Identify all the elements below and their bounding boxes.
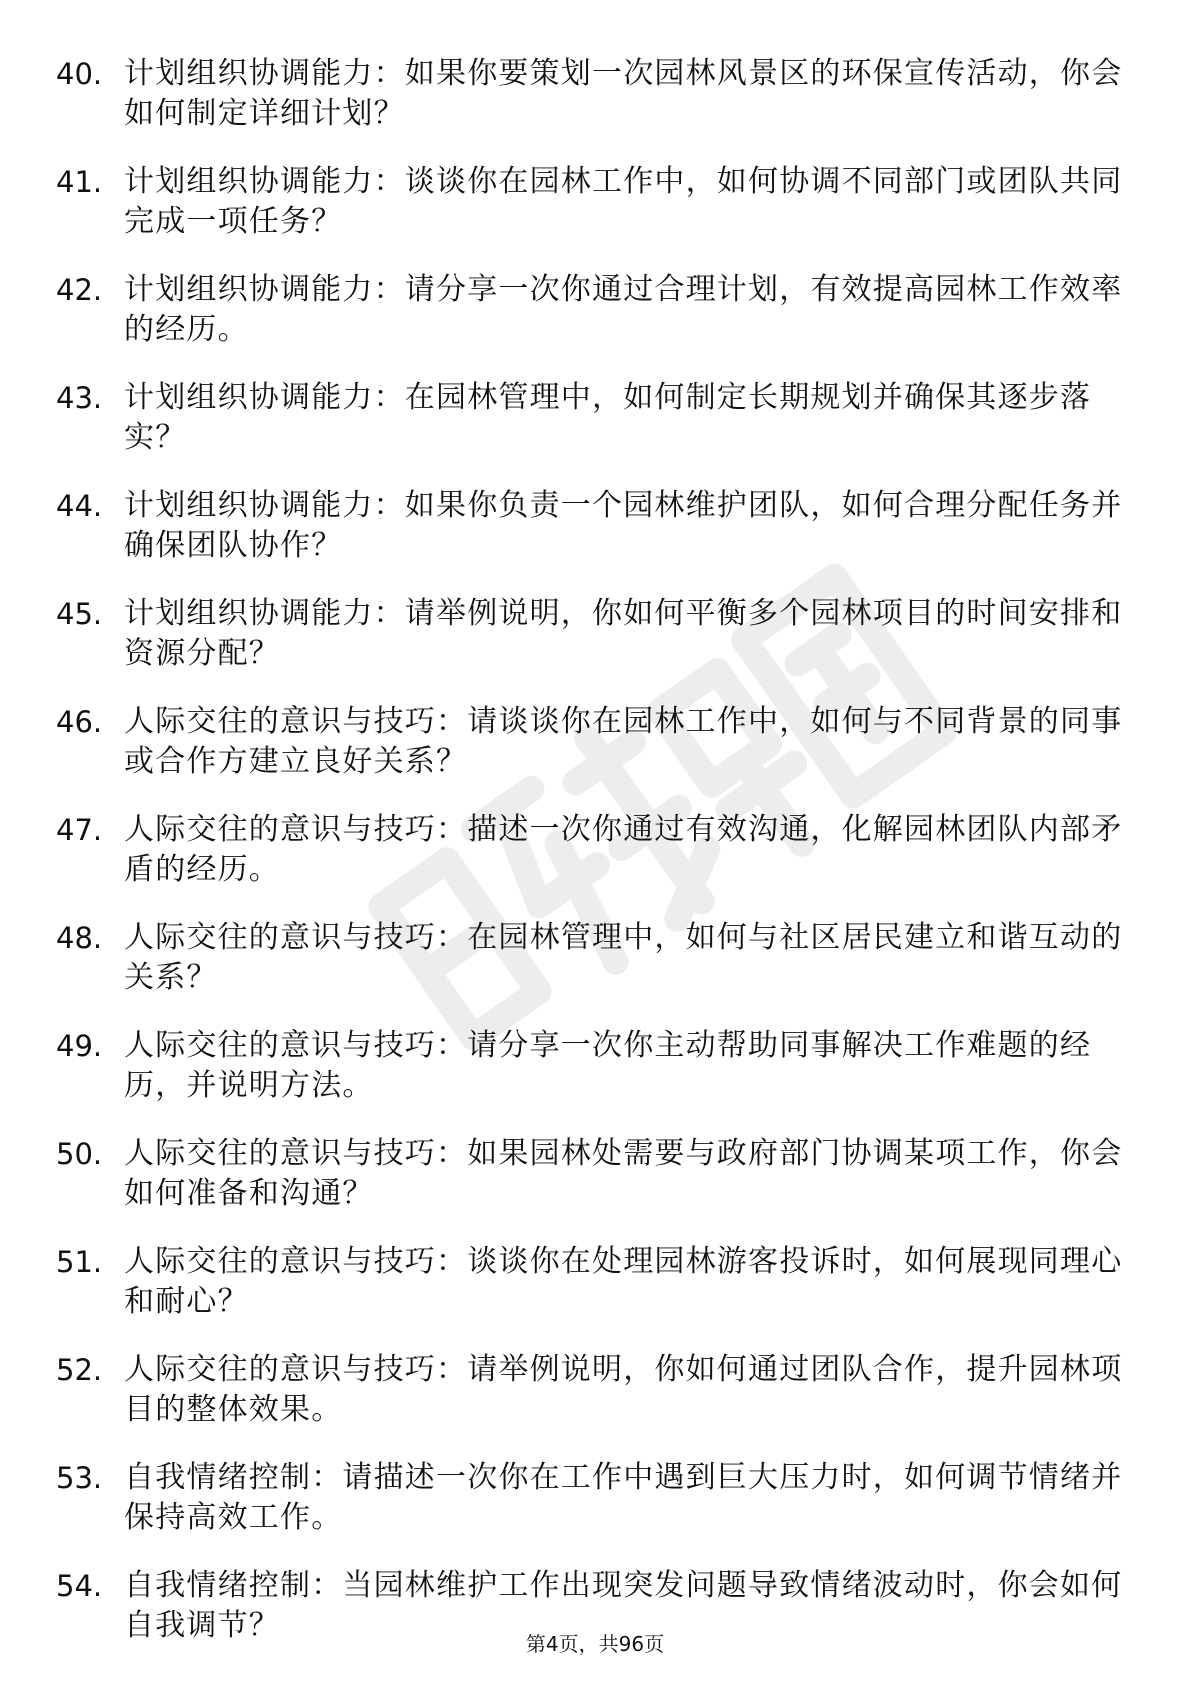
question-number: 54. — [56, 1569, 103, 1603]
page-number-label: 第4页，共96页 — [525, 1632, 665, 1656]
question-text: 人际交往的意识与技巧：如果园林处需要与政府部门协调某项工作，你会如何准备和沟通？ — [124, 1136, 1123, 1211]
list-item — [0, 266, 1190, 374]
question-number: 48. — [56, 921, 103, 955]
question-text: 自我情绪控制：请描述一次你在工作中遇到巨大压力时，如何调节情绪并保持高效工作。 — [124, 1460, 1123, 1535]
question-number: 46. — [56, 705, 103, 739]
list-item — [0, 590, 1190, 698]
list-item — [0, 482, 1190, 590]
question-text: 计划组织协调能力：在园林管理中，如何制定长期规划并确保其逐步落实？ — [124, 380, 1092, 455]
list-item — [0, 698, 1190, 806]
list-item — [0, 1238, 1190, 1346]
question-number: 52. — [56, 1353, 103, 1387]
list-item — [0, 914, 1190, 1022]
question-text: 计划组织协调能力：谈谈你在园林工作中，如何协调不同部门或团队共同完成一项任务？ — [124, 164, 1123, 239]
question-text: 计划组织协调能力：请举例说明，你如何平衡多个园林项目的时间安排和资源分配？ — [124, 596, 1123, 671]
question-text: 计划组织协调能力：请分享一次你通过合理计划，有效提高园林工作效率的经历。 — [124, 272, 1123, 347]
question-text: 计划组织协调能力：如果你负责一个园林维护团队，如何合理分配任务并确保团队协作？ — [124, 488, 1123, 563]
question-text: 人际交往的意识与技巧：请谈谈你在园林工作中，如何与不同背景的同事或合作方建立良好关系？ — [124, 704, 1123, 779]
page-footer — [0, 1630, 1190, 1658]
list-item — [0, 374, 1190, 482]
list-item — [0, 158, 1190, 266]
question-text: 人际交往的意识与技巧：描述一次你通过有效沟通，化解园林团队内部矛盾的经历。 — [124, 812, 1123, 887]
question-list — [0, 50, 1190, 1670]
list-item — [0, 1022, 1190, 1130]
list-item — [0, 1454, 1190, 1562]
question-text: 自我情绪控制：当园林维护工作出现突发问题导致情绪波动时，你会如何自我调节？ — [124, 1568, 1123, 1643]
question-number: 41. — [56, 165, 103, 199]
question-number: 44. — [56, 489, 103, 523]
question-number: 40. — [56, 57, 103, 91]
question-number: 50. — [56, 1137, 103, 1171]
question-number: 47. — [56, 813, 103, 847]
list-item — [0, 806, 1190, 914]
question-number: 53. — [56, 1461, 103, 1495]
question-text: 人际交往的意识与技巧：在园林管理中，如何与社区居民建立和谐互动的关系？ — [124, 920, 1123, 995]
question-text: 人际交往的意识与技巧：请举例说明，你如何通过团队合作，提升园林项目的整体效果。 — [124, 1352, 1123, 1427]
question-number: 51. — [56, 1245, 103, 1279]
question-number: 45. — [56, 597, 103, 631]
question-number: 49. — [56, 1029, 103, 1063]
question-number: 42. — [56, 273, 103, 307]
question-text: 人际交往的意识与技巧：谈谈你在处理园林游客投诉时，如何展现同理心和耐心？ — [124, 1244, 1123, 1319]
list-item — [0, 1130, 1190, 1238]
list-item — [0, 50, 1190, 158]
question-text: 人际交往的意识与技巧：请分享一次你主动帮助同事解决工作难题的经历，并说明方法。 — [124, 1028, 1092, 1103]
list-item — [0, 1346, 1190, 1454]
question-number: 43. — [56, 381, 103, 415]
question-text: 计划组织协调能力：如果你要策划一次园林风景区的环保宣传活动，你会如何制定详细计划？ — [124, 56, 1123, 131]
